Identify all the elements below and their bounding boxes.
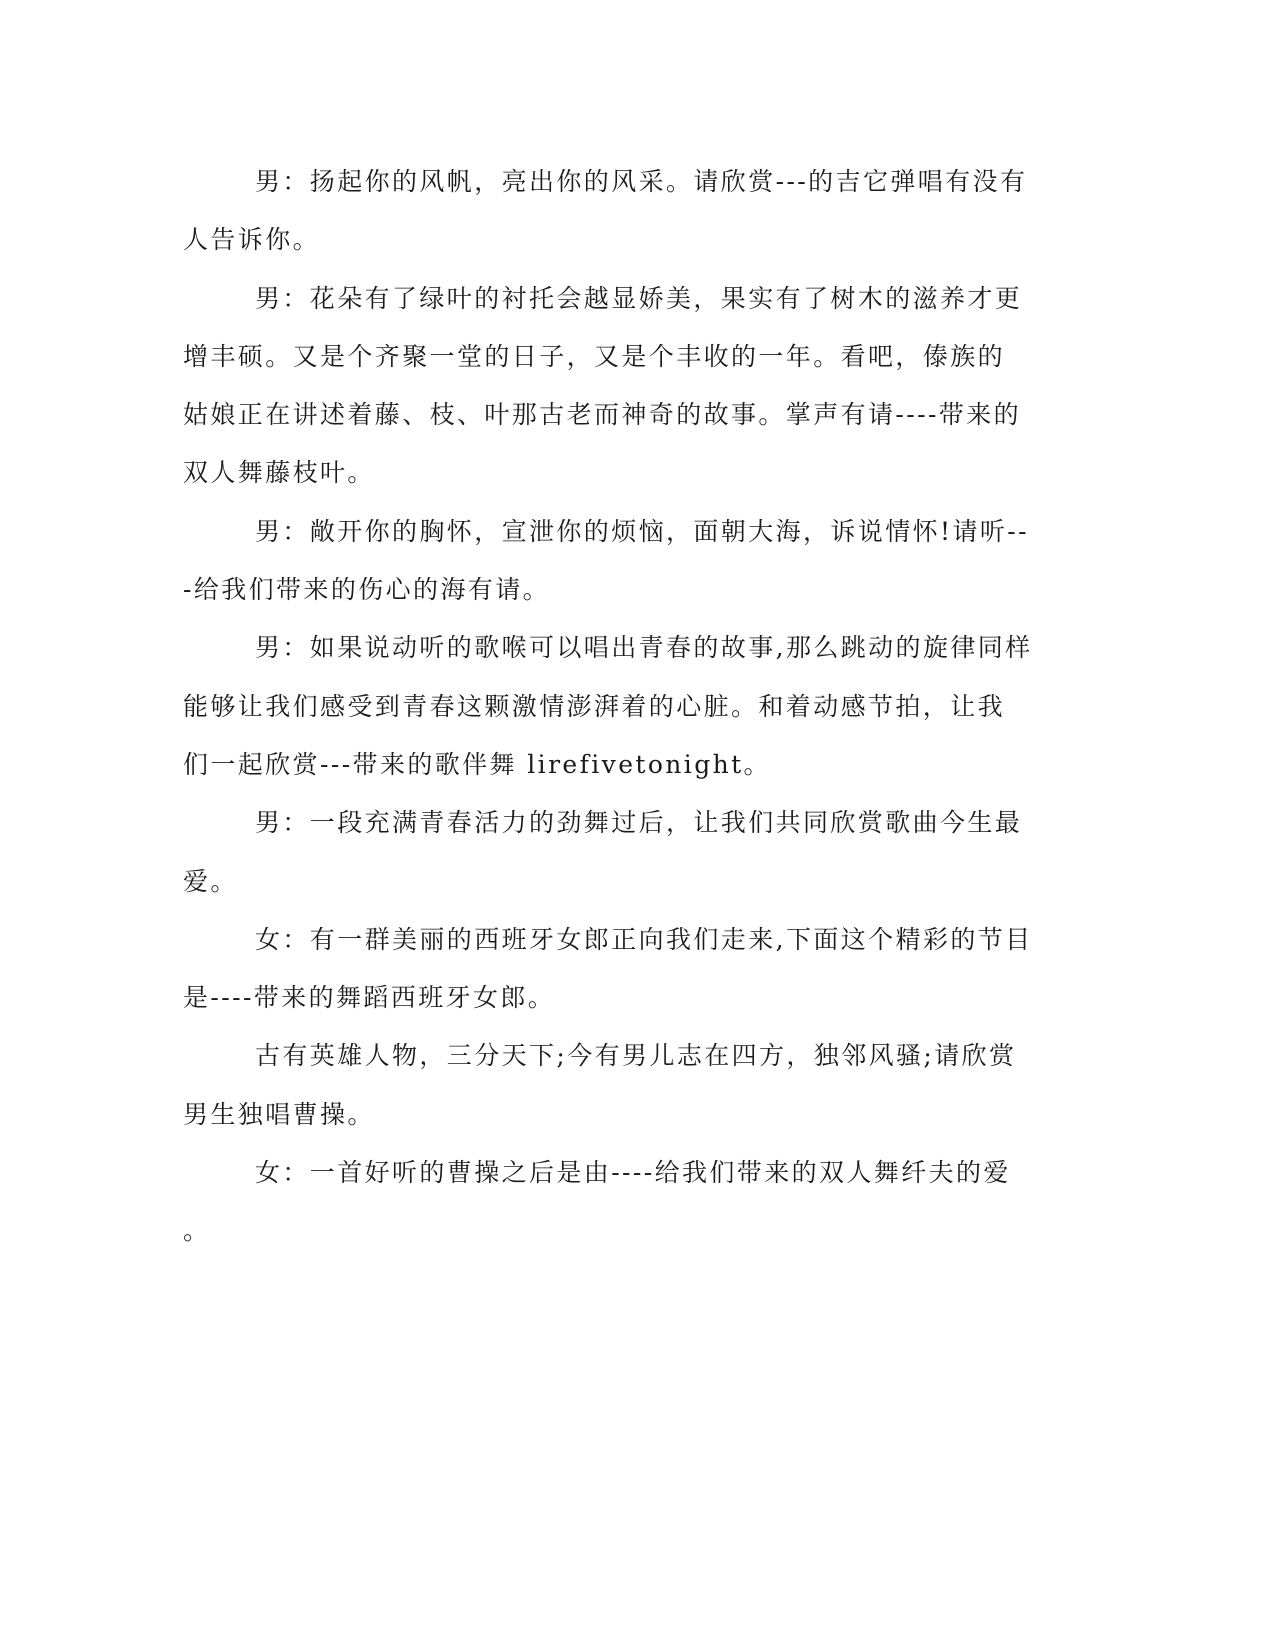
- paragraph-line: 双人舞藤枝叶。: [183, 458, 375, 488]
- paragraph-2: [183, 270, 1043, 503]
- paragraph-line: 女：有一群美丽的西班牙女郎正向我们走来,下面这个精彩的节目: [255, 924, 1033, 954]
- paragraph-3: [183, 503, 1043, 620]
- paragraph-line: 。: [183, 1216, 211, 1246]
- paragraph-line: 男：敞开你的胸怀，宣泄你的烦恼，面朝大海，诉说情怀!请听--: [255, 516, 1029, 546]
- paragraph-1: [183, 153, 1043, 270]
- paragraph-line: 姑娘正在讲述着藤、枝、叶那古老而神奇的故事。掌声有请----带来的: [183, 400, 1021, 430]
- paragraph-8: [183, 1144, 1043, 1261]
- paragraph-6: [183, 911, 1043, 1028]
- paragraph-line: -给我们带来的伤心的海有请。: [183, 575, 551, 605]
- paragraph-line: 增丰硕。又是个齐聚一堂的日子，又是个丰收的一年。看吧，傣族的: [183, 341, 1006, 371]
- paragraph-7: [183, 1027, 1043, 1144]
- paragraph-line: 能够让我们感受到青春这颗激情澎湃着的心脏。和着动感节拍，让我: [183, 691, 1006, 721]
- paragraph-line: 女：一首好听的曹操之后是由----给我们带来的双人舞纤夫的爱: [255, 1158, 1011, 1188]
- paragraph-line: 男：一段充满青春活力的劲舞过后，让我们共同欣赏歌曲今生最: [255, 808, 1023, 838]
- paragraph-line: 男：扬起你的风帆，亮出你的风采。请欣赏---的吉它弹唱有没有: [255, 167, 1028, 196]
- paragraph-line: 爱。: [183, 866, 238, 896]
- paragraph-line: 人告诉你。: [183, 225, 321, 255]
- paragraph-line: 们一起欣赏---带来的歌伴舞 lirefivetonight。: [183, 749, 771, 779]
- paragraph-line: 古有英雄人物，三分天下;今有男儿志在四方，独邻风骚;请欣赏: [255, 1041, 1017, 1071]
- paragraph-line: 男生独唱曹操。: [183, 1099, 375, 1129]
- paragraph-line: 是----带来的舞蹈西班牙女郎。: [183, 983, 556, 1013]
- paragraph-5: [183, 794, 1043, 911]
- paragraph-line: 男：花朵有了绿叶的衬托会越显娇美，果实有了树木的滋养才更: [255, 283, 1023, 313]
- paragraph-line: 男：如果说动听的歌喉可以唱出青春的故事,那么跳动的旋律同样: [255, 633, 1033, 663]
- document-body: [183, 153, 1043, 1261]
- paragraph-4: [183, 619, 1043, 794]
